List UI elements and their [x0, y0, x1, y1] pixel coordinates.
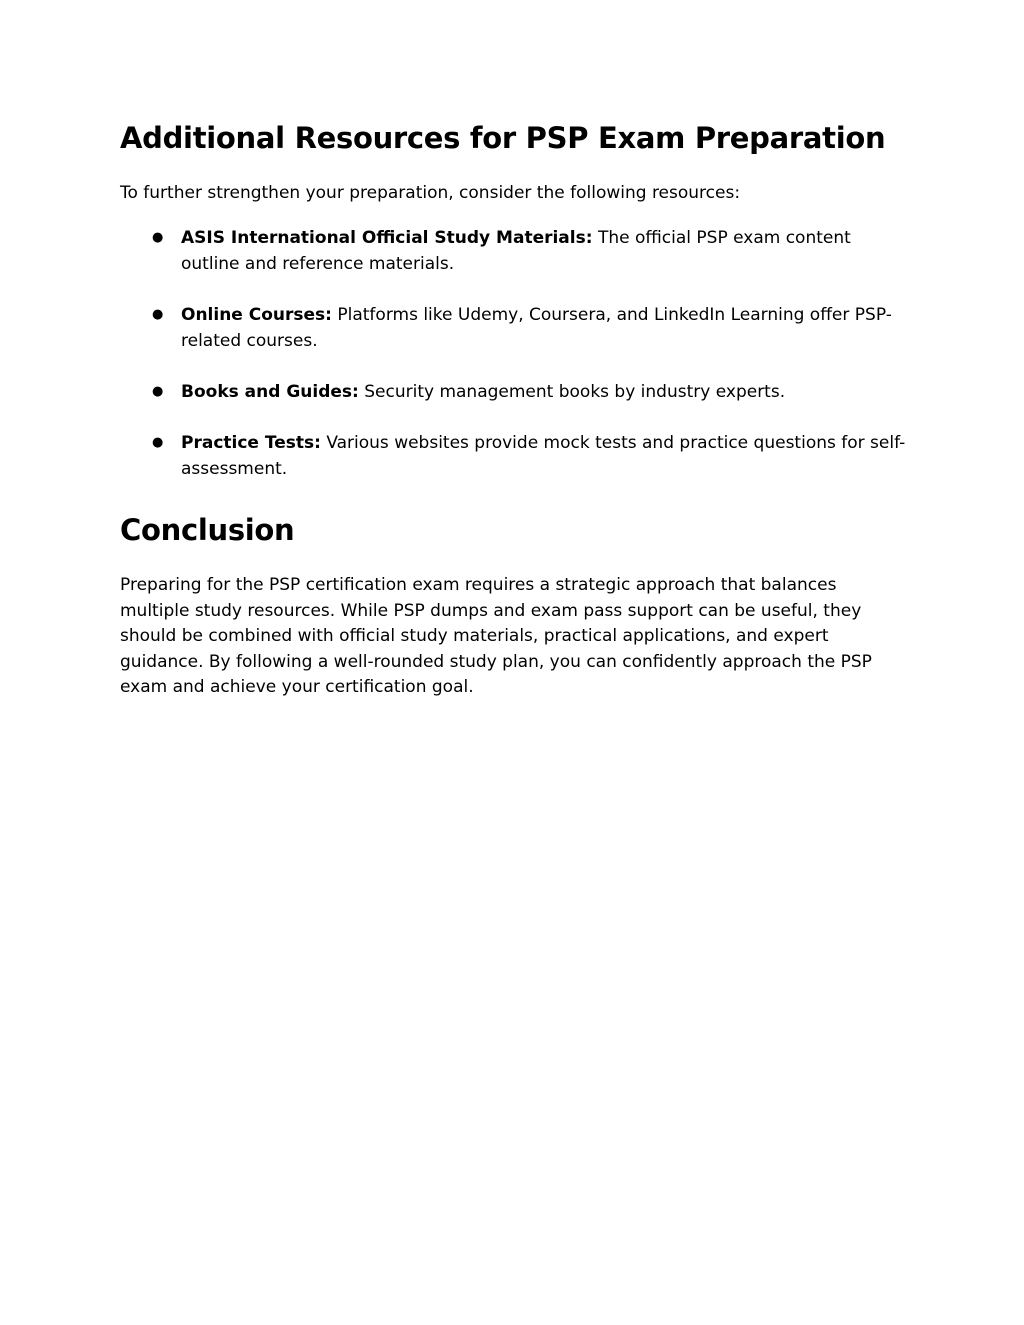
- document-page: [120, 118, 910, 701]
- list-item: [120, 302, 910, 354]
- list-item: [120, 430, 910, 482]
- resource-text: Various websites provide mock tests and practice questions for self-assessment.: [181, 433, 906, 479]
- resource-text: Platforms like Udemy, Coursera, and LinkedIn Learning offer PSP-related courses.: [181, 305, 892, 351]
- bullet-icon: ●: [152, 435, 164, 450]
- list-item: [120, 379, 910, 405]
- bullet-icon: ●: [152, 230, 164, 245]
- bullet-icon: ●: [152, 307, 164, 322]
- resource-label: Books and Guides:: [181, 382, 359, 402]
- intro-paragraph: To further strengthen your preparation, consider the following resources:: [120, 183, 741, 203]
- resource-label: ASIS International Official Study Materials:: [181, 228, 593, 248]
- resources-list: [120, 225, 910, 482]
- resource-text: Security management books by industry experts.: [364, 382, 786, 402]
- bullet-icon: ●: [152, 384, 164, 399]
- resources-heading: Additional Resources for PSP Exam Preparation: [120, 121, 886, 155]
- conclusion-paragraph: Preparing for the PSP certification exam requires a strategic approach that balances multiple study resources. While PSP dumps and exam pass support can be useful, they should be combined with official study materials, practical applications, and expert guidance. By following a well-rounded study plan, you can confidently approach the PSP exam and achieve your certification goal.: [120, 575, 872, 698]
- list-item: [120, 225, 910, 277]
- resource-label: Online Courses:: [181, 305, 332, 325]
- resource-text: The official PSP exam content outline and reference materials.: [181, 228, 851, 274]
- conclusion-heading: Conclusion: [120, 513, 295, 547]
- resource-label: Practice Tests:: [181, 433, 321, 453]
